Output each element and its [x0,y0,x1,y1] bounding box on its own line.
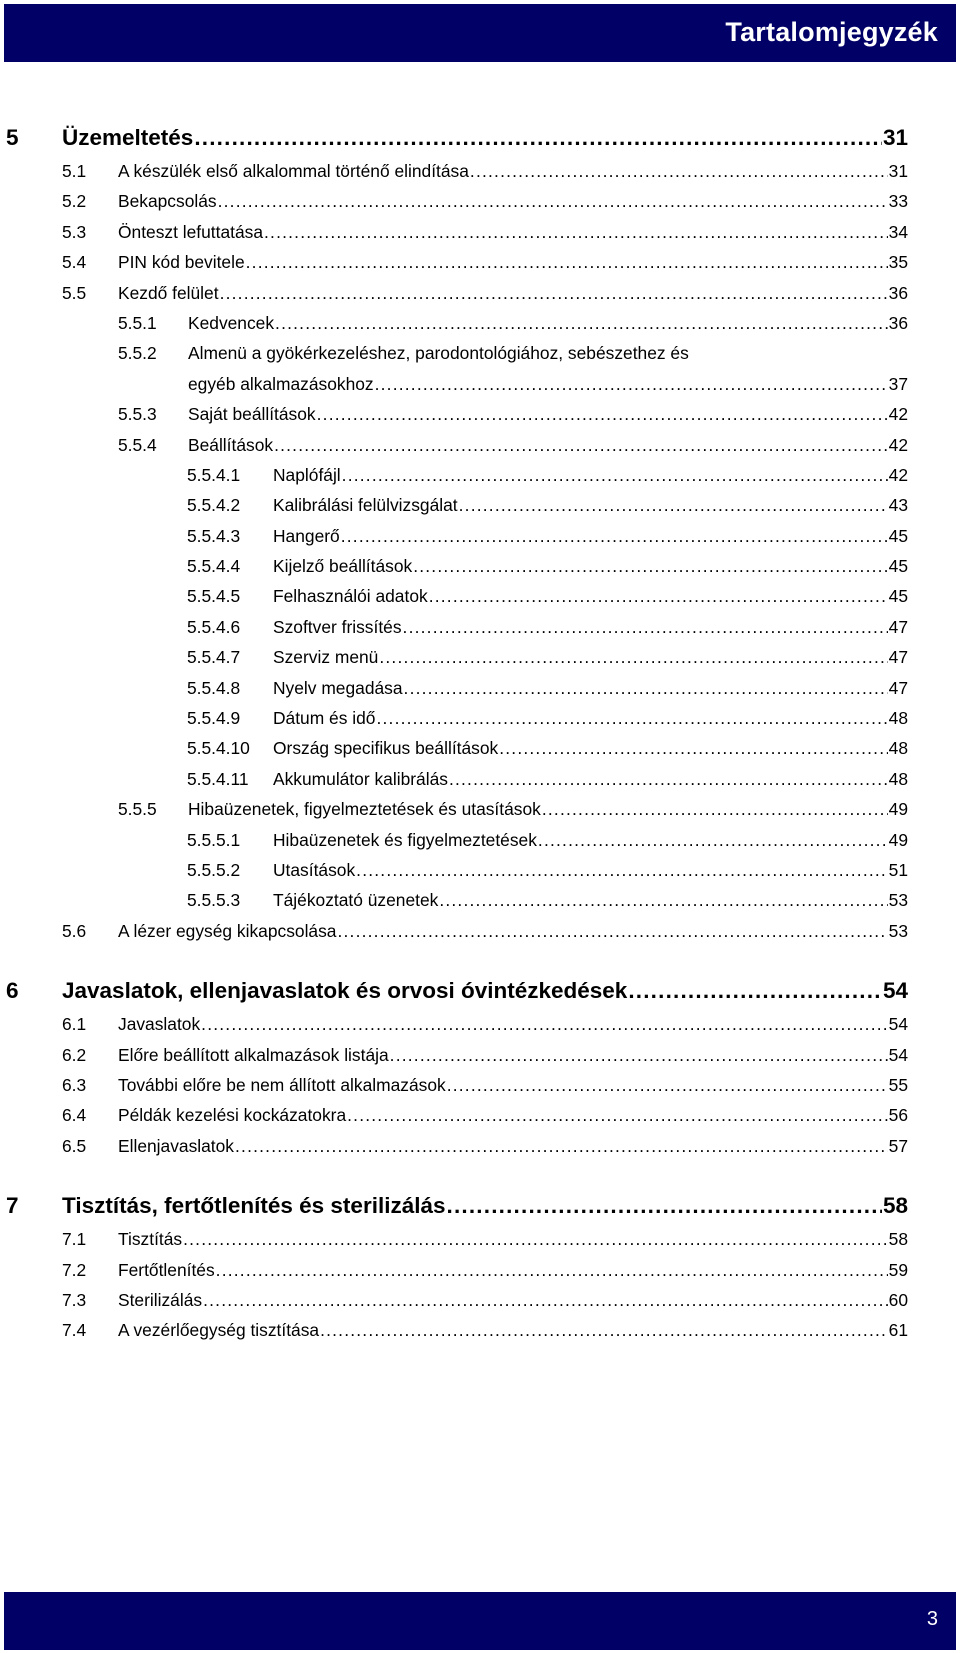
toc-page-number: 47 [888,616,908,637]
toc-title: Tájékoztató üzenetek [273,885,439,915]
toc-title: Önteszt lefuttatása [118,217,264,247]
dot-leader [183,1224,888,1254]
dot-leader [542,794,888,824]
toc-page-number: 53 [888,920,908,941]
toc-page-number: 58 [882,1193,908,1219]
toc-entry[interactable] [0,186,960,216]
toc-title: Példák kezelési kockázatokra [118,1100,347,1130]
toc-title: Hangerő [273,521,341,551]
dot-leader [499,733,887,763]
toc-entry[interactable] [0,490,960,520]
toc-page-number: 48 [888,708,908,729]
toc-entry[interactable] [0,1070,960,1100]
toc-number: 5.5.4.10 [187,738,250,759]
toc-number: 5.5.4.8 [187,677,241,698]
dot-leader [447,1188,882,1224]
toc-title: Kijelző beállítások [273,551,413,581]
toc-title: A lézer egység kikapcsolása [118,916,337,946]
toc-number: 5.5.1 [118,312,157,333]
toc-title: Kedvencek [188,308,275,338]
toc-page-number: 55 [888,1074,908,1095]
toc-title: Utasítások [273,855,356,885]
dot-leader [439,885,887,915]
dot-leader [235,1131,888,1161]
toc-number: 5.5.5 [118,799,157,820]
toc-page-number: 51 [888,859,908,880]
toc-page-number: 54 [882,978,908,1004]
toc-number: 5.5.5.3 [187,890,241,911]
toc-entry[interactable] [0,973,960,1009]
toc-page-number: 48 [888,738,908,759]
toc-title: Nyelv megadása [273,673,404,703]
toc-number: 5.5.4.9 [187,708,241,729]
dot-leader [459,490,888,520]
toc-page-number: 49 [888,799,908,820]
toc-entry[interactable] [0,217,960,247]
toc-entry[interactable] [0,825,960,855]
toc-number: 5.5.5.2 [187,859,241,880]
toc-number: 6.3 [62,1074,87,1095]
toc-title: Kalibrálási felülvizsgálat [273,490,459,520]
toc-entry[interactable] [0,430,960,460]
toc-number: 5.5.4.1 [187,464,241,485]
header-band [4,4,956,62]
toc-title: A vezérlőegység tisztítása [118,1315,320,1345]
toc-page-number: 34 [888,221,908,242]
toc-entry[interactable] [0,794,960,824]
toc-page-number: 43 [888,495,908,516]
toc-title: Saját beállítások [188,399,317,429]
dot-leader [404,673,888,703]
toc-entry[interactable] [0,338,960,368]
toc-entry[interactable] [0,612,960,642]
dot-leader [379,642,887,672]
toc-number: 6.4 [62,1105,87,1126]
toc-number: 5.4 [62,252,87,273]
dot-leader [342,460,888,490]
dot-leader [449,764,888,794]
toc-title: Tisztítás [118,1224,183,1254]
toc-page-number: 35 [888,252,908,273]
toc-number: 5.5.4.3 [187,525,241,546]
toc-entry[interactable] [0,642,960,672]
toc-entry[interactable] [0,521,960,551]
dot-leader [203,1285,888,1315]
toc-page-number: 57 [888,1135,908,1156]
toc-entry[interactable] [0,156,960,186]
toc-page-number: 31 [882,125,908,150]
toc-entry[interactable] [0,1315,960,1345]
toc-page-number: 45 [888,556,908,577]
toc-entry[interactable] [0,460,960,490]
toc-entry[interactable] [0,1224,960,1254]
dot-leader [429,581,888,611]
toc-number: 5.5.5.1 [187,829,241,850]
dot-leader [413,551,887,581]
toc-number: 7.2 [62,1259,87,1280]
dot-leader [375,369,888,399]
toc-page-number: 61 [888,1320,908,1341]
toc-entry[interactable] [0,399,960,429]
toc-number: 7.3 [62,1289,87,1310]
toc-number: 5.5.4 [118,434,157,455]
toc-page-number: 45 [888,586,908,607]
toc-page-number: 45 [888,525,908,546]
toc-title: Felhasználói adatok [273,581,429,611]
toc-page-number: 42 [888,464,908,485]
dot-leader [337,916,887,946]
toc-entry[interactable] [0,308,960,338]
toc-title: Előre beállított alkalmazások listája [118,1040,390,1070]
toc-page-number: 36 [888,282,908,303]
toc-number: 5.5 [62,282,87,303]
toc-title: Javaslatok, ellenjavaslatok és orvosi óvintézkedések [62,973,628,1009]
toc-title: Javaslatok [118,1009,201,1039]
toc-page-number: 60 [888,1289,908,1310]
toc-entry[interactable] [0,733,960,763]
toc-entry[interactable] [0,1188,960,1224]
toc-number: 5 [6,125,19,150]
toc-title-continued: egyéb alkalmazásokhoz [188,369,375,399]
toc-title: Szoftver frissítés [273,612,403,642]
toc-number: 5.2 [62,191,87,212]
toc-entry[interactable] [0,1009,960,1039]
toc-title: Hibaüzenetek, figyelmeztetések és utasítások [188,794,542,824]
toc-entry[interactable] [0,1255,960,1285]
toc-title: Ország specifikus beállítások [273,733,499,763]
page-number: 3 [926,1608,938,1630]
dot-leader [246,247,888,277]
toc-entry[interactable] [0,855,960,885]
toc-title: Beállítások [188,430,274,460]
toc-title: Bekapcsolás [118,186,218,216]
dot-leader [218,186,888,216]
toc-number: 5.5.4.11 [187,768,249,789]
toc-entry[interactable] [0,1285,960,1315]
toc-title: Sterilizálás [118,1285,203,1315]
dot-leader [194,120,882,156]
toc-number: 5.6 [62,920,87,941]
toc-number: 5.5.3 [118,404,157,425]
toc-number: 5.1 [62,161,87,181]
table-of-contents [0,120,960,1346]
toc-number: 5.5.4.2 [187,495,241,516]
toc-entry[interactable] [0,1040,960,1070]
toc-page-number: 58 [888,1229,908,1250]
toc-number: 7.4 [62,1320,87,1341]
toc-number: 6.5 [62,1135,87,1156]
footer-band [4,1592,956,1650]
dot-leader [264,217,888,247]
toc-entry[interactable] [0,247,960,277]
toc-page-number: 54 [888,1044,908,1065]
toc-title: Akkumulátor kalibrálás [273,764,449,794]
dot-leader [390,1040,888,1070]
toc-entry[interactable] [0,120,960,156]
dot-leader [317,399,888,429]
toc-entry[interactable] [0,1131,960,1161]
toc-title: Hibaüzenetek és figyelmeztetések [273,825,538,855]
toc-title: A készülék első alkalommal történő elindítása [118,156,470,186]
toc-page-number: 59 [888,1259,908,1280]
toc-entry[interactable] [0,551,960,581]
toc-page-number: 48 [888,768,908,789]
toc-number: 5.3 [62,221,87,242]
dot-leader [470,156,888,186]
toc-page-number: 36 [888,312,908,333]
toc-title: PIN kód bevitele [118,247,246,277]
toc-number: 6 [6,978,19,1004]
toc-page-number: 31 [888,161,908,181]
dot-leader [376,703,887,733]
toc-title: Almenü a gyökérkezeléshez, parodontológiához, sebészethez és [188,343,689,364]
toc-entry[interactable] [0,764,960,794]
toc-page-number: 54 [888,1014,908,1035]
dot-leader [341,521,888,551]
toc-number: 5.5.4.6 [187,616,241,637]
toc-entry[interactable] [0,916,960,946]
toc-title: Naplófájl [273,460,342,490]
toc-page-number: 53 [888,890,908,911]
toc-page-number: 42 [888,434,908,455]
toc-number: 7.1 [62,1229,87,1250]
toc-entry[interactable] [0,581,960,611]
dot-leader [320,1315,888,1345]
toc-number: 7 [6,1193,19,1219]
toc-number: 5.5.4.4 [187,556,241,577]
page-title: Tartalomjegyzék [725,17,938,47]
toc-title: Fertőtlenítés [118,1255,216,1285]
toc-entry[interactable] [0,703,960,733]
dot-leader [447,1070,888,1100]
toc-page-number: 47 [888,677,908,698]
toc-entry[interactable] [0,673,960,703]
toc-number: 5.5.4.7 [187,647,241,668]
toc-page-number: 49 [888,829,908,850]
dot-leader [201,1009,887,1039]
toc-entry[interactable] [0,278,960,308]
toc-entry[interactable] [0,885,960,915]
dot-leader [347,1100,888,1130]
dot-leader [274,430,888,460]
dot-leader [216,1255,888,1285]
toc-title: Kezdő felület [118,278,220,308]
dot-leader [538,825,888,855]
toc-entry[interactable] [0,369,960,399]
toc-title: Üzemeltetés [62,120,194,156]
toc-title: Dátum és idő [273,703,376,733]
dot-leader [275,308,888,338]
toc-number: 6.1 [62,1014,87,1035]
dot-leader [356,855,888,885]
toc-page-number: 42 [888,404,908,425]
toc-page-number: 56 [888,1105,908,1126]
dot-leader [628,973,882,1009]
dot-leader [220,278,888,308]
toc-page-number: 47 [888,647,908,668]
dot-leader [403,612,888,642]
toc-number: 6.2 [62,1044,87,1065]
toc-title: Ellenjavaslatok [118,1131,235,1161]
toc-title: Szerviz menü [273,642,379,672]
toc-page-number: 37 [888,373,908,394]
toc-number: 5.5.2 [118,343,157,364]
toc-title: Tisztítás, fertőtlenítés és sterilizálás [62,1188,447,1224]
toc-entry[interactable] [0,1100,960,1130]
toc-title: További előre be nem állított alkalmazások [118,1070,447,1100]
toc-page-number: 33 [888,191,908,212]
toc-number: 5.5.4.5 [187,586,241,607]
